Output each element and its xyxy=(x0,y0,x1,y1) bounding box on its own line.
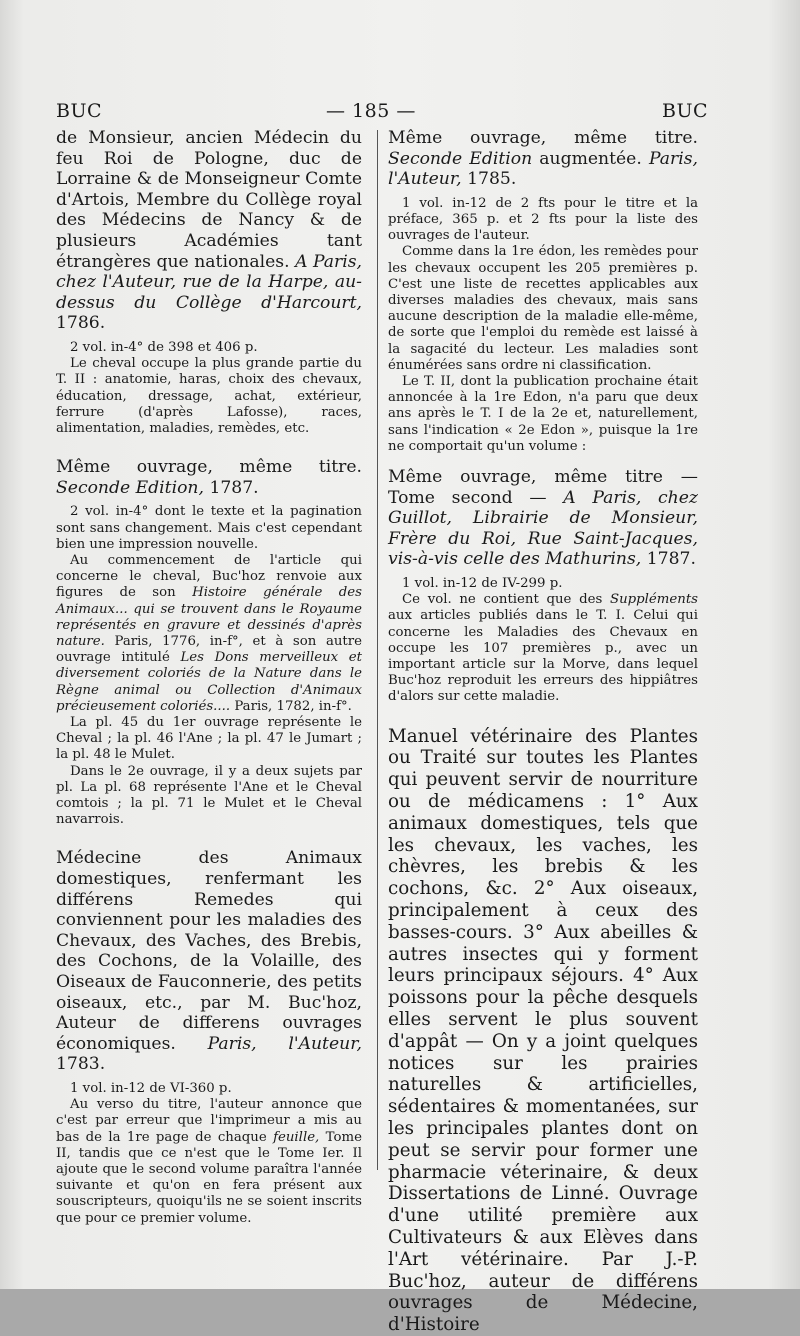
entry-heading: Même ouvrage, même titre. Seconde Edition augmentée. Paris, l'Auteur, 1785. xyxy=(388,128,698,190)
running-head-right: BUC xyxy=(661,100,708,122)
entry-note: 2 vol. in-4° dont le texte et la pagination sont sans changement. Mais c'est cependant bien une impression nouvelle. xyxy=(56,504,362,552)
entry-note: 1 vol. in-12 de VI-360 p. xyxy=(70,1080,232,1096)
page-number: — 185 — xyxy=(326,100,416,122)
entry-note: 1 vol. in-12 de IV-299 p. xyxy=(402,576,563,591)
entry-heading: de Monsieur, ancien Médecin du feu Roi de Pologne, duc de Lorraine & de Monseigneur Comte d'Artois, Membre du Collège royal des Médecins de Nancy & de plusieurs Académies tant étrangères que nationales. A Paris, chez l'Auteur, rue de la Harpe, au-dessus du Collège d'Harcourt, 1786. xyxy=(56,128,363,334)
entry-note: Au commencement de l'article qui concerne le cheval, Buc'hoz renvoie aux figures de son Histoire générale des Animaux... qui se trouvent dans le Royaume représentés en gravure et dessinés d'après nature. Paris, 1776, in-f°, et à son autre ouvrage intitulé Les Dons merveilleux et diversement coloriés de la Nature dans le Règne animal ou Collection d'Animaux précieusement coloriés.... Paris, 1782, in-f°. xyxy=(56,552,362,714)
entry-heading: Même ouvrage, même titre — Tome second — A Paris, chez Guillot, Librairie de Monsieur, Frère du Roi, Rue Saint-Jacques, vis-à-vis celle des Mathurins, 1787. xyxy=(388,467,698,570)
entry-note: Dans le 2e ouvrage, il y a deux sujets par pl. La pl. 68 représente l'Ane et le Cheval comtois ; la pl. 71 le Mulet et le Cheval navarrois. xyxy=(56,763,362,828)
entry-note: Au verso du titre, l'auteur annonce que c'est par erreur que l'imprimeur a mis au bas de la 1re page de chaque feuille, Tome II, tandis que ce n'est que le Tome Ier. Il ajoute que le second volume paraîtra l'année suivante et qu'on en fera présent aux souscripteurs, quoiqu'ils ne se soient inscrits que pour ce premier volume. xyxy=(56,1097,362,1226)
entry-note: La pl. 45 du 1er ouvrage représente le Cheval ; la pl. 46 l'Ane ; la pl. 47 le Jumart ; la pl. 48 le Mulet. xyxy=(56,714,362,763)
entry-note: 1 vol. in-12 de 2 fts pour le titre et la préface, 365 p. et 2 fts pour la liste des ouvrages de l'auteur. xyxy=(388,195,698,244)
entry-note: Comme dans la 1re édon, les remèdes pour les chevaux occupent les 205 premières p. C'est une liste de recettes applicables aux diverses maladies des chevaux, mais sans aucune description de la maladie elle-même, de sorte que l'emploi du remède est laissé à la sagacité du lecteur. Les maladies sont énumérées sans ordre ni classification. xyxy=(388,244,698,373)
entry-note: 2 vol. in-4° de 398 et 406 p. xyxy=(70,339,258,355)
entry-heading: Manuel vétérinaire des Plantes ou Traité sur toutes les Plantes qui peuvent servir de nourriture ou de médicamens : 1° Aux animaux domestiques, tels que les chevaux, les vaches, les chèvres, les brebis & les cochons, &c. 2° Aux oiseaux, principalement à ceux des basses-cours. 3° Aux abeilles & autres insectes qui y forment leurs principaux séjours. 4° Aux poissons pour la pêche desquels elles servent le plus souvent d'appât — On y a joint quelques notices sur les prairies naturelles & artificielles, sédentaires & momentanées, sur les principales plantes dont on peut se servir pour former une pharmacie véterinaire, & deux Dissertations de Linné. Ouvrage d'une utilité première aux Cultivateurs & aux Elèves dans l'Art vétérinaire. Par J.-P. Buc'hoz, auteur de différens ouvrages de Médecine, d'Histoire xyxy=(388,725,698,1336)
entry-heading: Même ouvrage, même titre. Seconde Edition, 1787. xyxy=(56,457,362,498)
entry-note: Le cheval occupe la plus grande partie du T. II : anatomie, haras, choix des chevaux, éducation, dressage, achat, extérieur, ferrure (d'après Lafosse), races, alimentation, maladies, remèdes, etc. xyxy=(56,356,362,436)
running-head xyxy=(56,100,706,130)
entry-note: Le T. II, dont la publication prochaine était annoncée à la 1re Edon, n'a paru que deux ans après le T. I de la 2e et, naturellement, sans l'indication « 2e Edon », puisque la 1re ne comportait qu'un volume : xyxy=(388,374,698,454)
running-head-left: BUC xyxy=(56,100,103,122)
column-rule xyxy=(377,130,378,1170)
entry-heading: Médecine des Animaux domestiques, renfermant les différens Remedes qui conviennent pour les maladies des Chevaux, des Vaches, des Brebis, des Cochons, de la Volaille, des Oiseaux de Fauconnerie, des petits oiseaux, etc., par M. Buc'hoz, Auteur de differens ouvrages économiques. Paris, l'Auteur, 1783. xyxy=(56,848,362,1075)
left-column xyxy=(56,128,362,1227)
right-column xyxy=(388,128,698,1336)
entry-note: Ce vol. ne contient que des Suppléments aux articles publiés dans le T. I. Celui qui concerne les Maladies des Chevaux en occupe les 107 premières p., avec un important article sur la Morve, dans lequel Buc'hoz reproduit les erreurs des hippiâtres d'alors sur cette maladie. xyxy=(388,592,698,705)
